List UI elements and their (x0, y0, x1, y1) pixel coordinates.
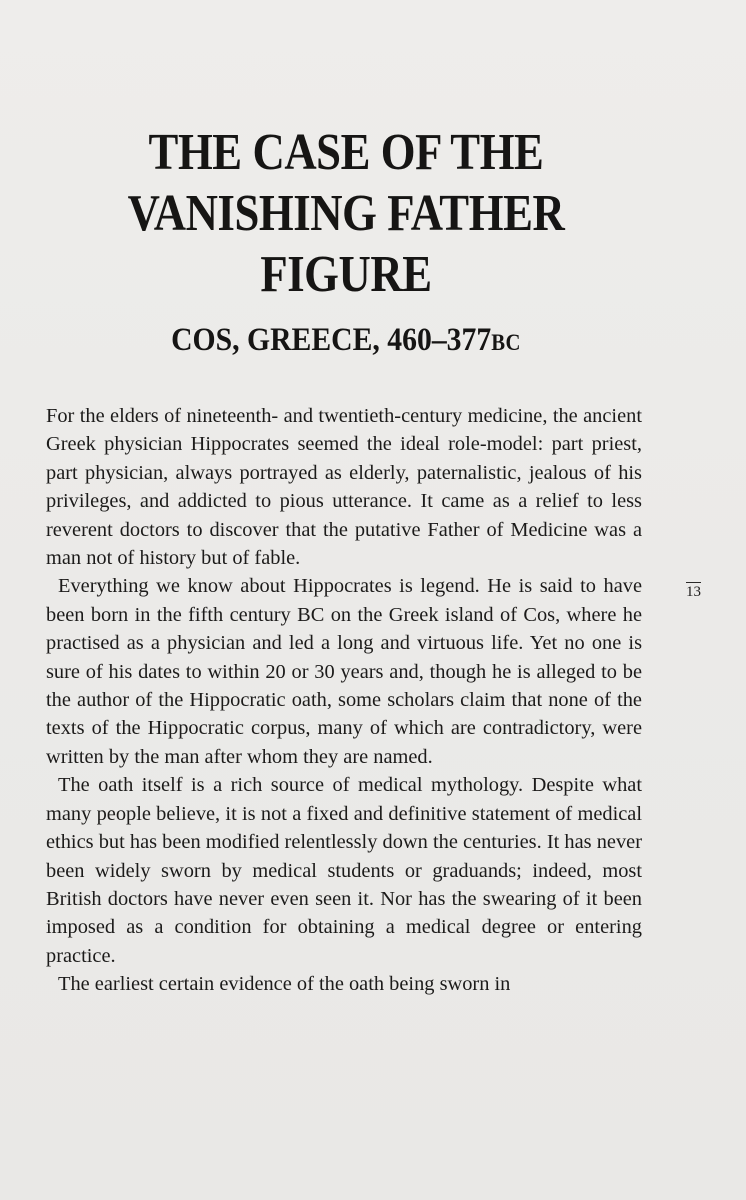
chapter-subtitle (35, 320, 658, 363)
paragraph-3: The oath itself is a rich source of medical mythology. Despite what many people believe, it is not a fixed and definitive statement of medical ethics but has been modified relentlessly down the centuries. It has never been widely sworn by medical students or graduands; indeed, most British doctors have never even seen it. Nor has the swearing of it been imposed as a condition for obtaining a medical degree or entering practice. (46, 774, 642, 967)
subtitle-place-dates: COS, GREECE, 460–377 (171, 322, 492, 358)
chapter-body (46, 402, 642, 999)
paragraph-2: Everything we know about Hippocrates is legend. He is said to have been born in the fifth century BC on the Greek island of Cos, where he practised as a physician and led a long and virtuous life. Yet no one is sure of his dates to within 20 or 30 years and, though he is alleged to be the author of the Hippocratic oath, some scholars claim that none of the texts of the Hippocratic corpus, many of which are contradictory, were written by the man after whom they are named. (46, 575, 642, 768)
paragraph-4: The earliest certain evidence of the oath being sworn in (58, 973, 511, 996)
subtitle-era: BC (491, 330, 521, 355)
chapter-title-line-1: THE CASE OF THE (148, 124, 544, 181)
chapter-title (0, 122, 692, 305)
chapter-title-line-3: FIGURE (260, 246, 432, 303)
chapter-title-line-2: VANISHING FATHER (127, 185, 565, 242)
page-number: 13 (686, 584, 701, 600)
paragraph-1: For the elders of nineteenth- and twentieth-century medicine, the ancient Greek physician Hippocrates seemed the ideal role-model: part priest, part physician, always portrayed as elderly, paternalistic, jealous of his privileges, and addicted to pious utterance. It came as a relief to less reverent doctors to discover that the putative Father of Medicine was a man not of history but of fable. (46, 405, 642, 570)
